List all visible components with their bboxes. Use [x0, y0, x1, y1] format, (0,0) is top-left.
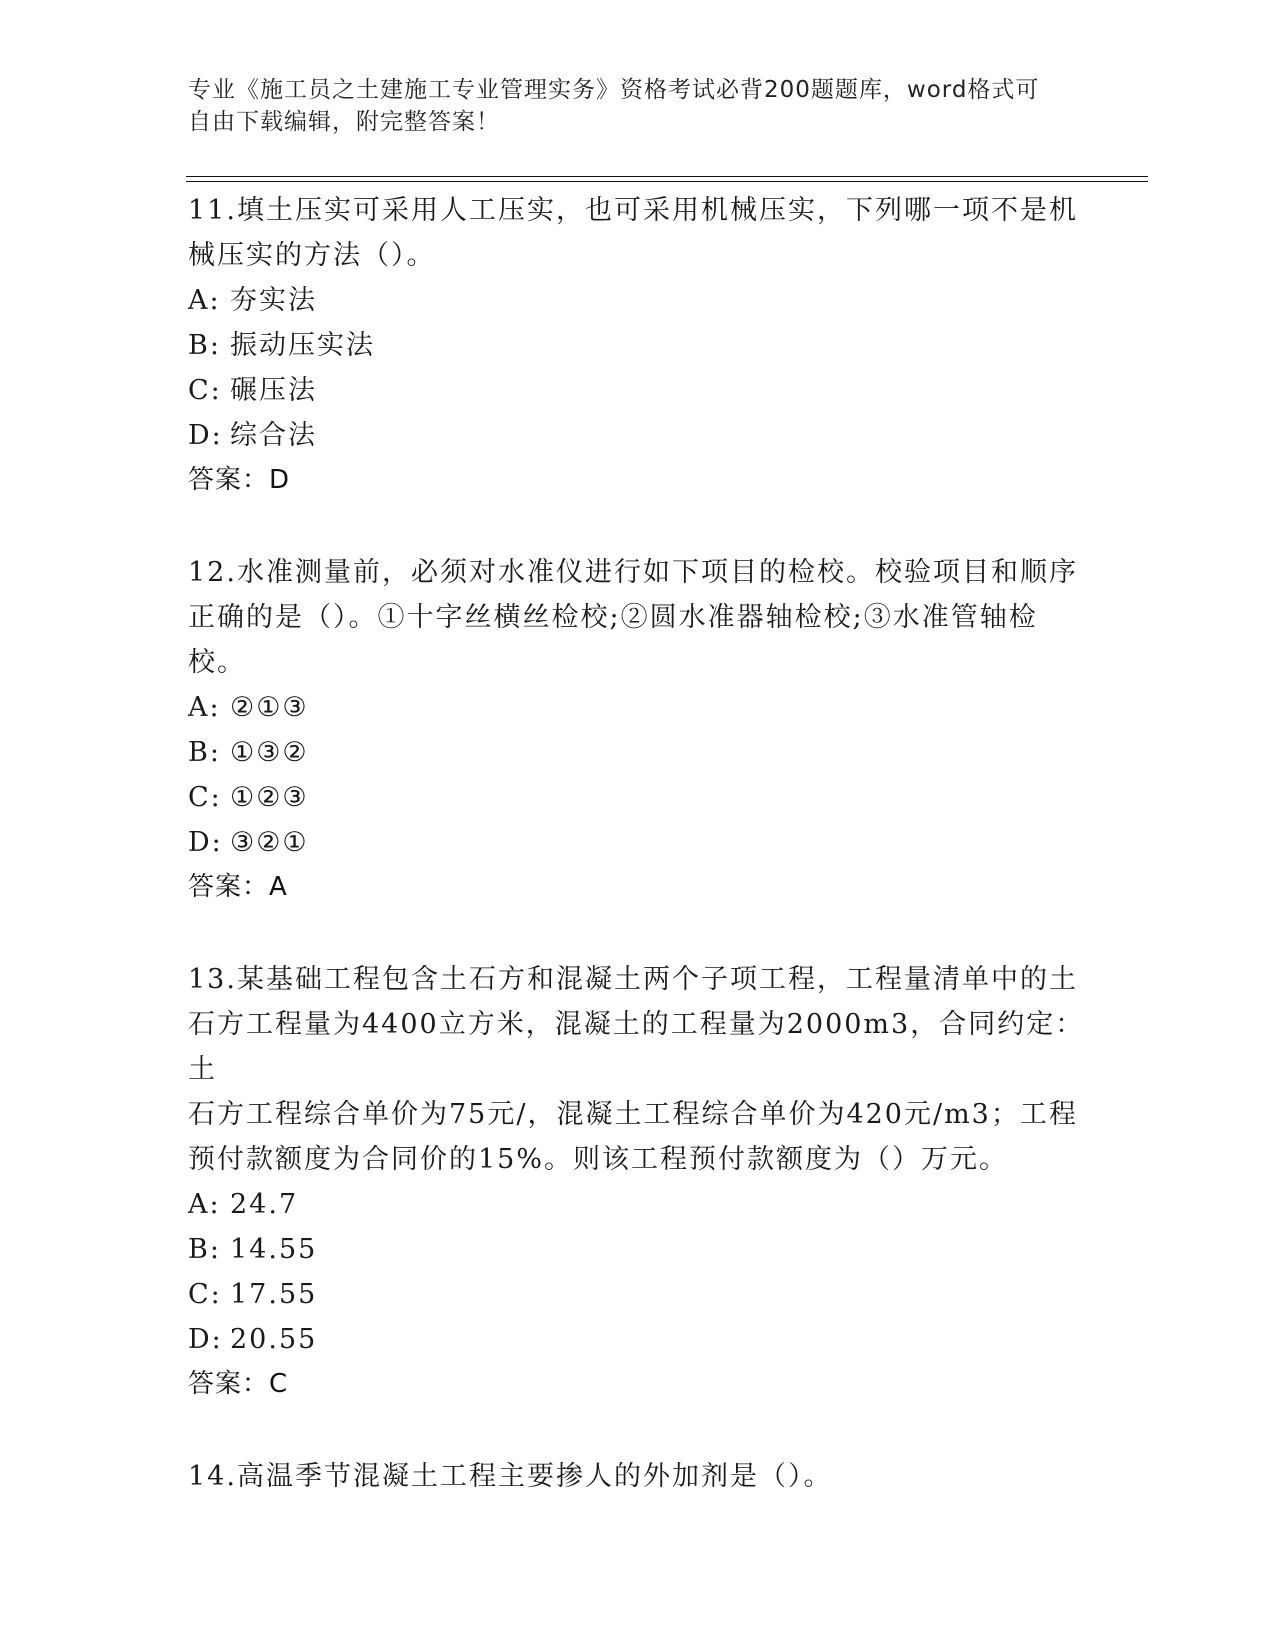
question-13	[188, 957, 1088, 1407]
option-text: ③②①	[230, 827, 309, 858]
option-text: 17.55	[230, 1279, 318, 1310]
question-text: 石方工程量为4400立方米，混凝土的工程量为2000m3，合同约定：土	[188, 1009, 1085, 1085]
option-key: C:	[188, 782, 222, 813]
option-text: 14.55	[230, 1234, 318, 1265]
option-text: 综合法	[230, 420, 317, 451]
option-d	[188, 820, 1088, 865]
option-key: C:	[188, 375, 222, 406]
option-text: 碾压法	[230, 375, 317, 406]
option-key: A:	[188, 692, 221, 723]
option-key: C:	[188, 1279, 222, 1310]
option-b	[188, 730, 1088, 775]
option-c	[188, 775, 1088, 820]
question-spacer	[188, 910, 1088, 957]
header-line-2: 自由下载编辑，附完整答案！	[188, 109, 500, 135]
option-c	[188, 1272, 1088, 1317]
question-12	[188, 550, 1088, 910]
option-a	[188, 1182, 1088, 1227]
header-line-1: 专业《施工员之土建施工专业管理实务》资格考试必背200题题库，word格式可	[188, 77, 1040, 103]
option-text: ①②③	[230, 782, 309, 813]
option-text: 振动压实法	[230, 330, 375, 361]
question-text: 石方工程综合单价为75元/，混凝土工程综合单价为420元/m3；工程	[188, 1099, 1078, 1130]
question-text: 械压实的方法（）。	[188, 240, 436, 271]
document-header	[188, 74, 1068, 138]
option-key: B:	[188, 1234, 221, 1265]
option-text: 20.55	[230, 1324, 318, 1355]
option-key: B:	[188, 330, 221, 361]
option-key: D:	[188, 827, 223, 858]
option-text: 夯实法	[230, 285, 317, 316]
option-key: B:	[188, 737, 221, 768]
question-text: 13.某基础工程包含土石方和混凝土两个子项工程，工程量清单中的土	[188, 964, 1078, 995]
option-d	[188, 413, 1088, 458]
option-text: 24.7	[230, 1189, 299, 1220]
option-b	[188, 323, 1088, 368]
question-text: 14.高温季节混凝土工程主要掺人的外加剂是（）。	[188, 1461, 833, 1492]
question-text: 11.填土压实可采用人工压实，也可采用机械压实，下列哪一项不是机	[188, 195, 1078, 226]
header-divider-bottom	[186, 181, 1148, 182]
option-b	[188, 1227, 1088, 1272]
answer-label: 答案：D	[188, 465, 291, 495]
option-c	[188, 368, 1088, 413]
option-text: ②①③	[230, 692, 309, 723]
option-d	[188, 1317, 1088, 1362]
header-divider-top	[186, 176, 1148, 177]
question-14	[188, 1454, 1088, 1499]
option-key: D:	[188, 420, 223, 451]
option-a	[188, 278, 1088, 323]
question-list	[188, 188, 1088, 1499]
option-text: ①③②	[230, 737, 309, 768]
answer-label: 答案：C	[188, 1369, 289, 1399]
option-key: A:	[188, 285, 221, 316]
question-spacer	[188, 503, 1088, 550]
question-text: 预付款额度为合同价的15%。则该工程预付款额度为（）万元。	[188, 1144, 1009, 1175]
question-11	[188, 188, 1088, 503]
question-text: 12.水准测量前，必须对水准仪进行如下项目的检校。校验项目和顺序	[188, 557, 1078, 588]
question-text: 正确的是（）。①十字丝横丝检校;②圆水准器轴检校;③水准管轴检	[188, 602, 1038, 633]
question-spacer	[188, 1407, 1088, 1454]
answer-label: 答案：A	[188, 872, 288, 902]
option-key: A:	[188, 1189, 221, 1220]
option-a	[188, 685, 1088, 730]
option-key: D:	[188, 1324, 223, 1355]
question-text: 校。	[188, 647, 246, 678]
